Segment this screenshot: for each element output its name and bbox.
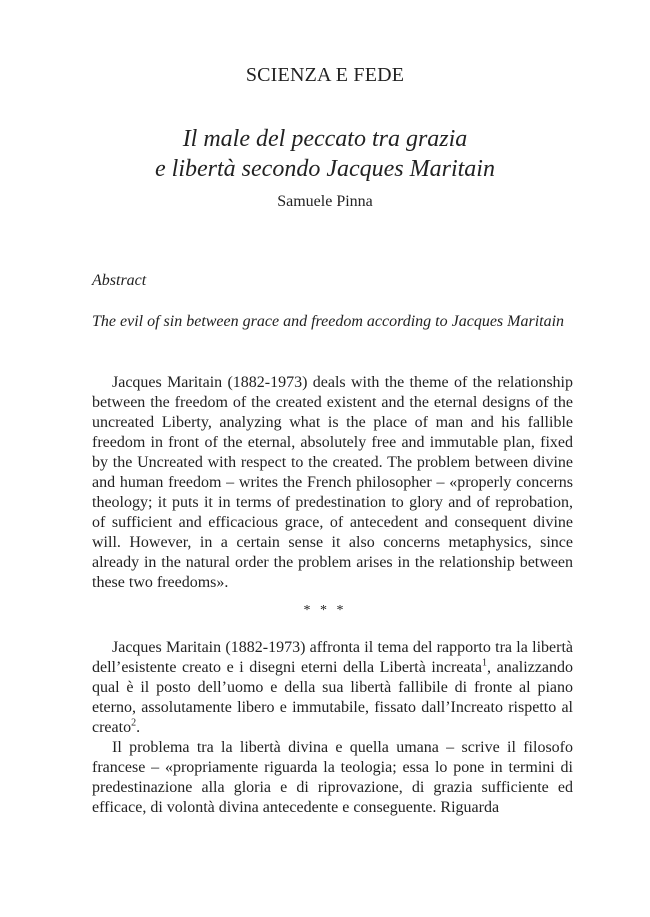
abstract-heading: Abstract: [92, 272, 147, 289]
body-paragraph-1-text-b: , analizzando qual è il posto dell’uomo e della sua libertà fallibile di fronte al piano eterno, assolutamente libero e immutabile, fissato dall’Increato rispetto al creato: [92, 659, 574, 736]
footnote-marker-1[interactable]: 1: [482, 657, 488, 669]
section-separator: * * *: [303, 603, 347, 618]
body-paragraph-2: Il problema tra la libertà divina e quella umana – scrive il filosofo francese – «propriamente riguarda la teologia; essa lo pone in termini di predestinazione alla gloria e di riprovazione, di grazia sufficiente ed efficace, di volontà divina antecedente e conseguente. Riguarda: [92, 739, 573, 816]
section-title: SCIENZA E FEDE: [245, 64, 405, 86]
body-paragraph-1-text-a: Jacques Maritain (1882-1973) affronta il tema del rapporto tra la libertà dell’esistente creato e i disegni eterni della Libertà increata: [92, 639, 573, 676]
article-title: [0, 124, 650, 184]
footnote-marker-2[interactable]: 2: [131, 717, 137, 729]
author-name: Samuele Pinna: [277, 193, 373, 210]
body-paragraph-1: [92, 638, 573, 738]
main-text-block: [92, 638, 573, 818]
article-title-line-2: e libertà secondo Jacques Maritain: [155, 156, 495, 182]
abstract-english-title: The evil of sin between grace and freedom according to Jacques Maritain: [92, 313, 565, 330]
abstract-paragraph: Jacques Maritain (1882-1973) deals with the theme of the relationship between the freedom of the created existent and the eternal designs of the uncreated Liberty, analyzing what is the place of man and his fallible freedom in front of the eternal, absolutely free and immutable plan, fixed by the Uncreated with respect to the created. The problem between divine and human freedom – writes the French philosopher – «properly concerns theology; it puts it in terms of predestination to glory and of reprobation, of sufficient and efficacious grace, of antecedent and consequent divine will. However, in a certain sense it also concerns metaphysics, since already in the natural order the problem arises in the relationship between these two freedoms».: [92, 374, 573, 591]
article-title-line-1: Il male del peccato tra grazia: [182, 126, 468, 152]
abstract-text-block: [92, 373, 573, 593]
body-paragraph-1-text-c: .: [136, 719, 141, 736]
